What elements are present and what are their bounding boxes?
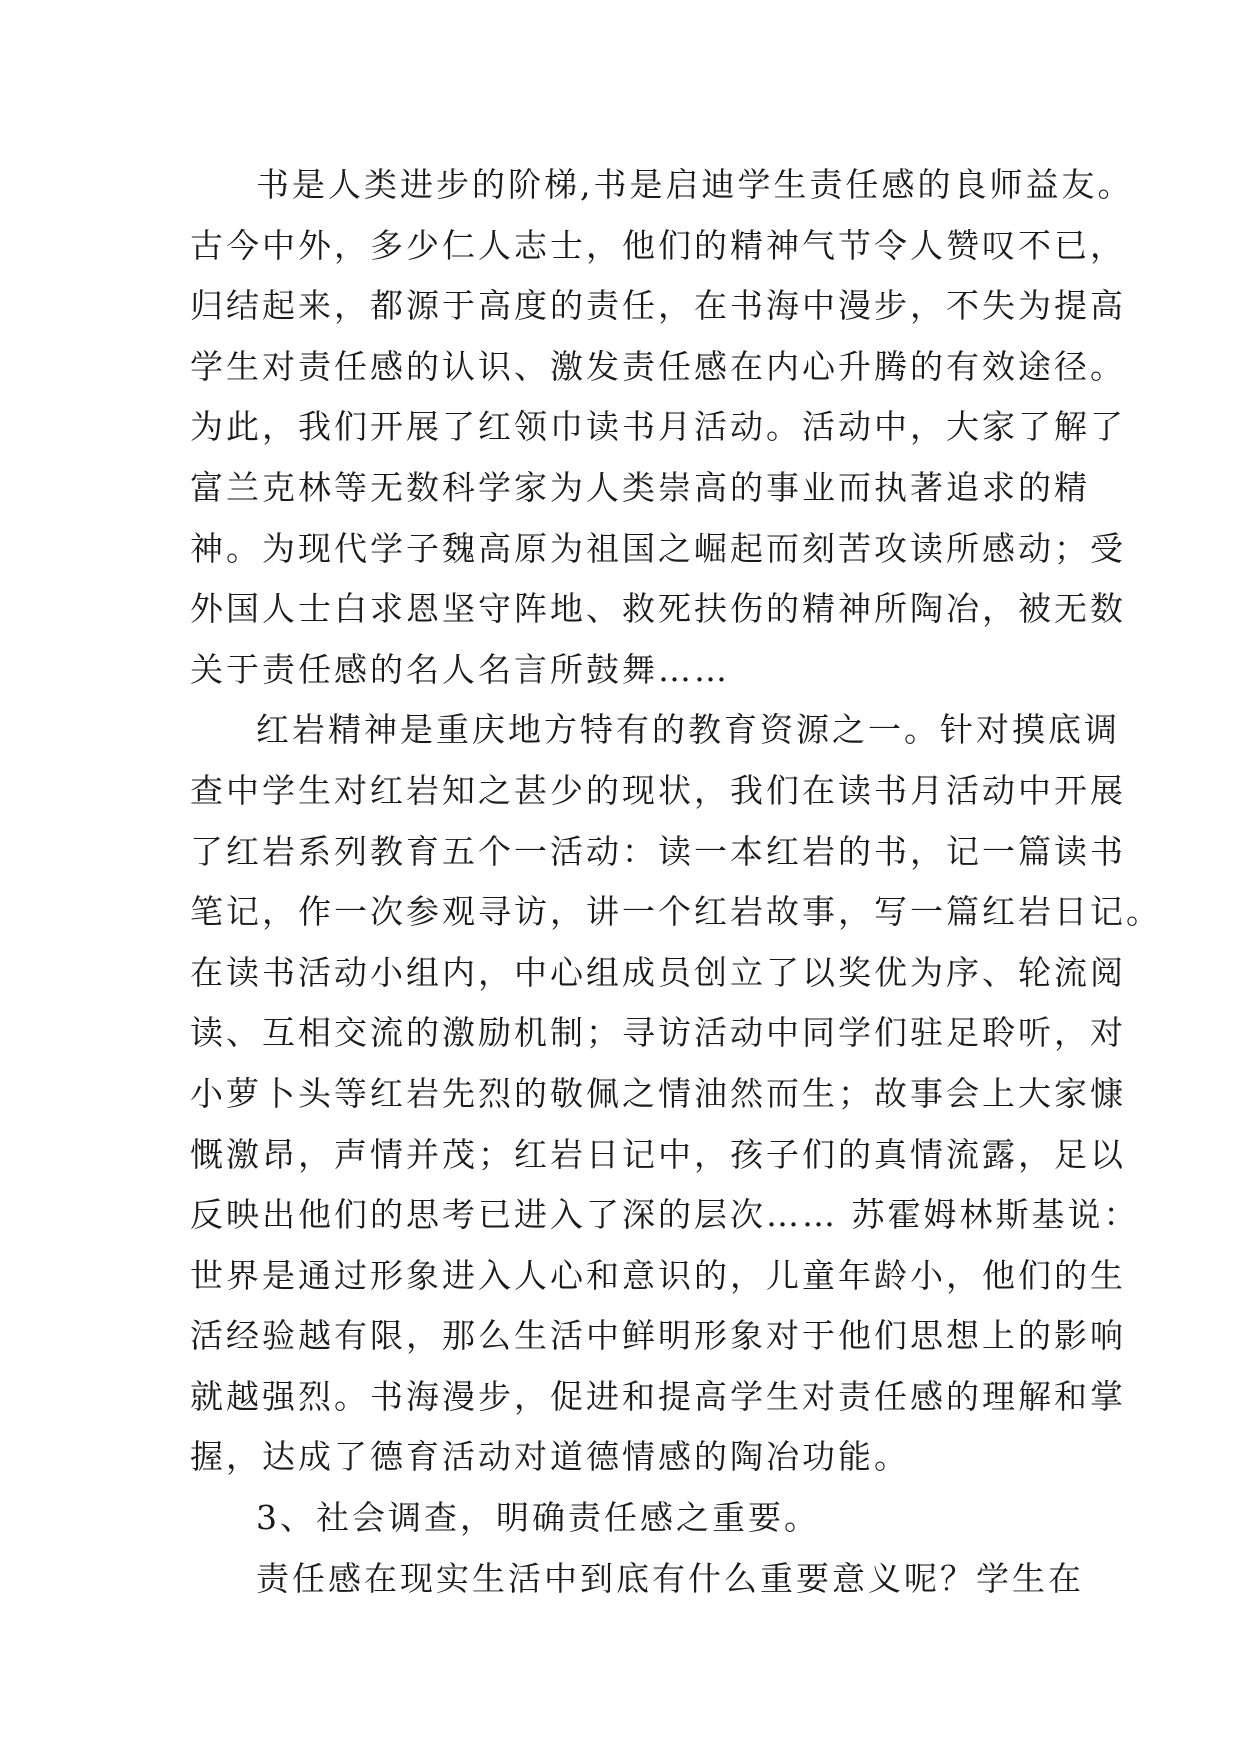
- text-line: 慨激昂，声情并茂；红岩日记中，孩子们的真情流露，足以: [190, 1134, 1126, 1174]
- text-line: 就越强烈。书海漫步，促进和提高学生对责任感的理解和掌: [190, 1376, 1126, 1416]
- paragraph: [190, 155, 1134, 700]
- text-line: 归结起来，都源于高度的责任，在书海中漫步，不失为提高: [190, 286, 1126, 326]
- text-line: 古今中外，多少仁人志士，他们的精神气节令人赞叹不已，: [190, 225, 1126, 265]
- text-line: 查中学生对红岩知之甚少的现状，我们在读书月活动中开展: [190, 770, 1126, 810]
- body-text: [190, 155, 1162, 1609]
- text-line: 小萝卜头等红岩先烈的敬佩之情油然而生；故事会上大家慷: [190, 1073, 1126, 1113]
- text-line: 反映出他们的思考已进入了深的层次…… 苏霍姆林斯基说：: [190, 1195, 1140, 1235]
- text-line: 关于责任感的名人名言所鼓舞……: [190, 649, 730, 689]
- text-line: 世界是通过形象进入人心和意识的，儿童年龄小，他们的生: [190, 1255, 1126, 1295]
- text-line: 责任感在现实生活中到底有什么重要意义呢？学生在: [256, 1558, 1084, 1598]
- text-line: 书是人类进步的阶梯,书是启迪学生责任感的良师益友。: [256, 165, 1134, 204]
- text-line: 在读书活动小组内，中心组成员创立了以奖优为序、轮流阅: [190, 952, 1126, 992]
- text-line: 读、互相交流的激励机制；寻访活动中同学们驻足聆听，对: [190, 1013, 1126, 1053]
- text-line: 神。为现代学子魏高原为祖国之崛起而刻苦攻读所感动；受: [190, 528, 1126, 568]
- text-line: 了红岩系列教育五个一活动：读一本红岩的书，记一篇读书: [190, 831, 1126, 871]
- text-line: 外国人士白求恩坚守阵地、救死扶伤的精神所陶冶，被无数: [190, 589, 1126, 629]
- text-line: 为此，我们开展了红领巾读书月活动。活动中，大家了解了: [190, 407, 1126, 447]
- text-line: 笔记，作一次参观寻访，讲一个红岩故事，写一篇红岩日记。: [190, 892, 1162, 932]
- paragraph: [190, 1488, 1070, 1549]
- text-line: 学生对责任感的认识、激发责任感在内心升腾的有效途径。: [190, 346, 1126, 386]
- text-line: 活经验越有限，那么生活中鲜明形象对于他们思想上的影响: [190, 1316, 1126, 1356]
- text-line: 3、社会调查，明确责任感之重要。: [256, 1498, 820, 1538]
- text-line: 富兰克林等无数科学家为人类崇高的事业而执著追求的精: [190, 467, 1090, 507]
- text-line: 握，达成了德育活动对道德情感的陶冶功能。: [190, 1437, 910, 1477]
- paragraph: [190, 700, 1162, 1488]
- text-line: 红岩精神是重庆地方特有的教育资源之一。针对摸底调: [256, 710, 1120, 750]
- paragraph: [190, 1549, 1084, 1610]
